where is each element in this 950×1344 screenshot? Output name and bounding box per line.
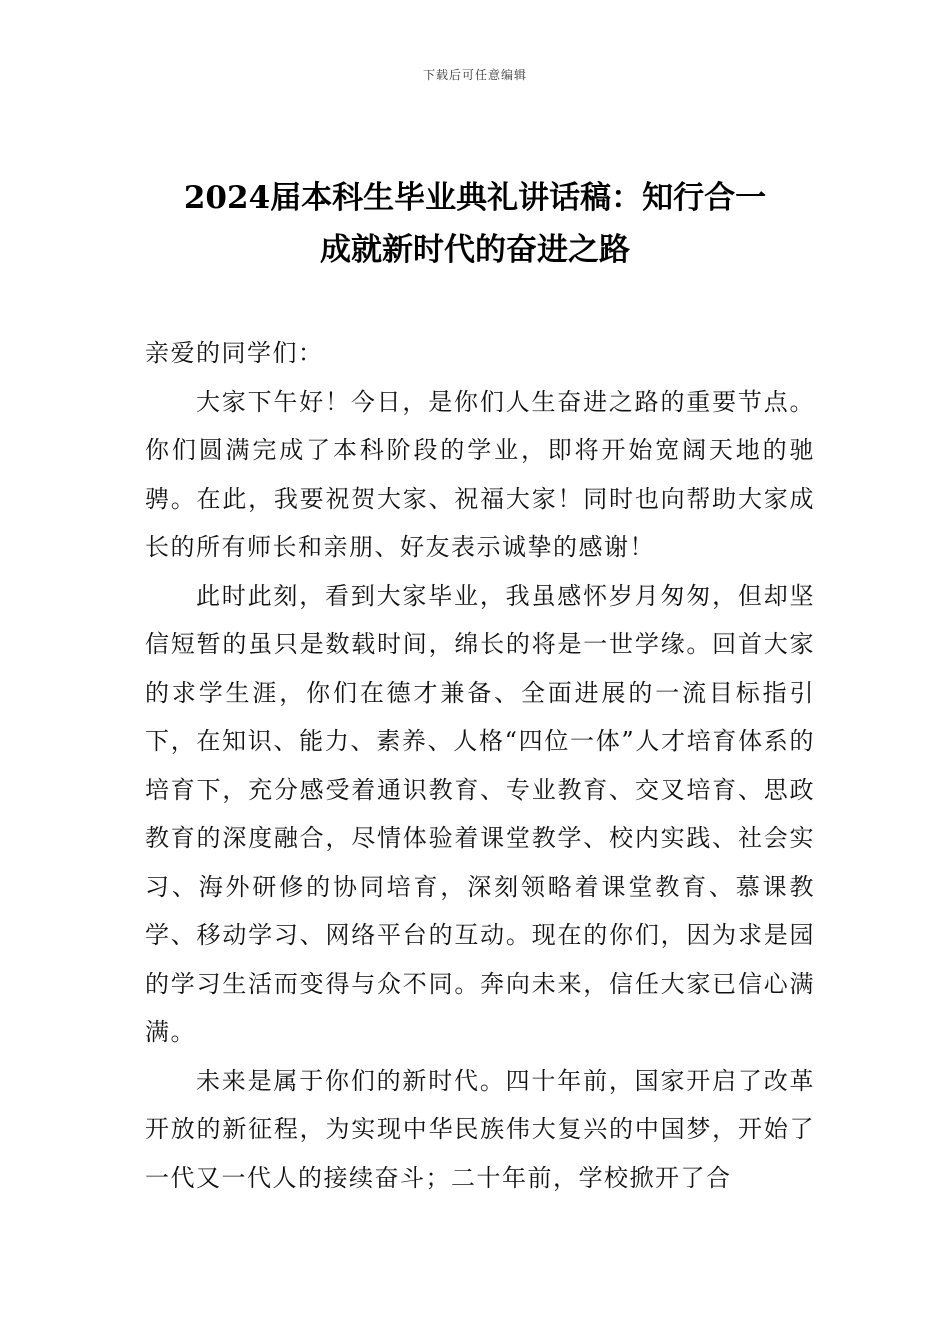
page-header-note: 下载后可任意编辑 [422,68,527,82]
paragraph-3: 未来是属于你们的新时代。四十年前，国家开启了改革开放的新征程，为实现中华民族伟大复兴的中国梦，开始了一代又一代人的接续奋斗；二十年前，学校掀开了合 [145,1066,815,1192]
paragraph-1: 大家下午好！今日，是你们人生奋进之路的重要节点。你们圆满完成了本科阶段的学业，即将开始宽阔天地的驰骋。在此，我要祝贺大家、祝福大家！同时也向帮助大家成长的所有师长和亲朋、好友表示诚挚的感谢！ [145,387,815,561]
title-line-1: 2024届本科生毕业典礼讲话稿：知行合一 [183,180,767,216]
document-body [145,329,815,1202]
title-line-2: 成就新时代的奋进之路 [320,232,630,268]
paragraph-2: 此时此刻，看到大家毕业，我虽感怀岁月匆匆，但却坚信短暂的虽只是数载时间，绵长的将是一世学缘。回首大家的求学生涯，你们在德才兼备、全面进展的一流目标指引下，在知识、能力、素养、人格“四位一体”人才培育体系的培育下，充分感受着通识教育、专业教育、交叉培育、思政教育的深度融合，尽情体验着课堂教学、校内实践、社会实习、海外研修的协同培育，深刻领略着课堂教育、慕课教学、移动学习、网络平台的互动。现在的你们，因为求是园的学习生活而变得与众不同。奔向未来，信任大家已信心满满。 [145,581,815,1046]
salutation: 亲爱的同学们： [145,339,324,367]
document-title [120,172,830,276]
